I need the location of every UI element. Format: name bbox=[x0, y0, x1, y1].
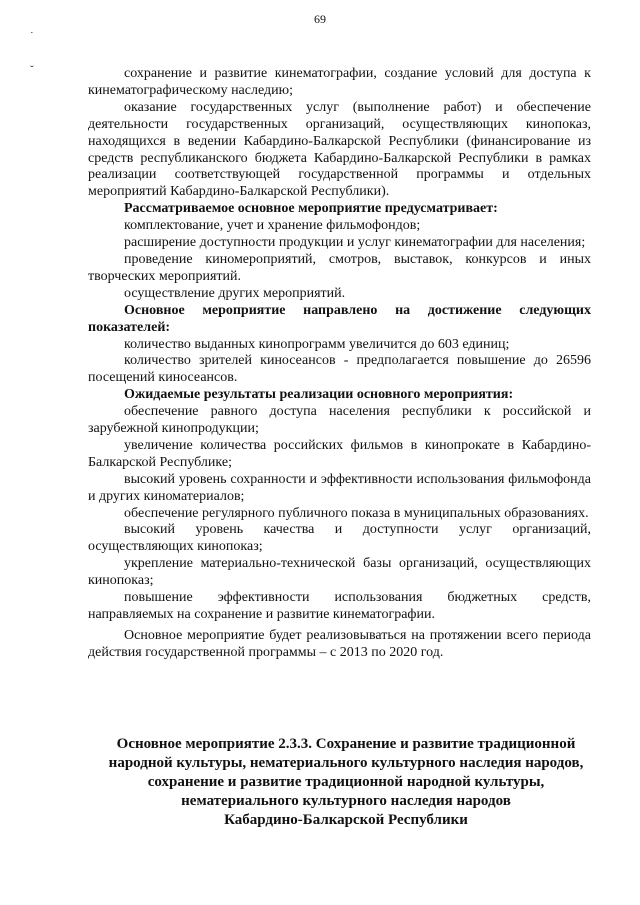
paragraph: сохранение и развитие кинематографии, создание условий для доступа к кинематографическому наследию; bbox=[88, 66, 591, 98]
list-item: обеспечение равного доступа населения республики к российской и зарубежной кинопродукции; bbox=[88, 404, 591, 437]
margin-mark: ˙ bbox=[30, 30, 34, 42]
list-item: повышение эффективности использования бюджетных средств, направляемых на сохранение и развитие кинематографии. bbox=[88, 590, 591, 622]
page-number: 69 bbox=[314, 12, 326, 26]
margin-mark: ˇ bbox=[30, 64, 34, 76]
subheading: Ожидаемые результаты реализации основного мероприятия: bbox=[124, 387, 514, 403]
list-item: высокий уровень сохранности и эффективности использования фильмофонда и других киноматериалов; bbox=[88, 471, 591, 504]
list-item: количество выданных кинопрограмм увеличится до 603 единиц; bbox=[124, 336, 510, 352]
body-text bbox=[88, 66, 591, 662]
paragraph: Основное мероприятие будет реализовываться на протяжении всего периода действия государственной программы – с 2013 по 2020 год. bbox=[88, 627, 591, 660]
section-heading-line: Основное мероприятие 2.3.3. Сохранение и развитие традиционной bbox=[116, 736, 576, 752]
list-item: увеличение количества российских фильмов в кинопрокате в Кабардино-Балкарской Республике; bbox=[88, 437, 591, 470]
section-heading bbox=[86, 735, 606, 830]
list-item: расширение доступности продукции и услуг кинематографии для населения; bbox=[124, 235, 586, 251]
section-heading-line: нематериального культурного наследия народов bbox=[181, 793, 511, 809]
list-item: количество зрителей киносеансов - предполагается повышение до 26596 посещений киносеансов. bbox=[88, 353, 591, 386]
list-item: высокий уровень качества и доступности услуг организаций, осуществляющих кинопоказ; bbox=[88, 522, 591, 555]
list-item: комплектование, учет и хранение фильмофондов; bbox=[124, 218, 421, 234]
paragraph: оказание государственных услуг (выполнение работ) и обеспечение деятельности государственных организаций, осуществляющих кинопоказ, находящихся в ведении Кабардино-Балкарской Республики (финансирование из средств республиканского бюджета Кабардино-Балкарской Республики в рамках реализации соответствующей государственной программы и отдельных мероприятий Кабардино-Балкарской Республики). bbox=[88, 99, 591, 200]
subheading: Рассматриваемое основное мероприятие предусматривает: bbox=[124, 201, 498, 217]
section-heading-line: народной культуры, нематериального культурного наследия народов, bbox=[108, 755, 584, 771]
list-item: осуществление других мероприятий. bbox=[124, 285, 346, 301]
section-heading-line: Кабардино-Балкарской Республики bbox=[224, 812, 468, 828]
subheading: Основное мероприятие направлено на достижение следующих показателей: bbox=[88, 302, 591, 335]
section-heading-line: сохранение и развитие традиционной народной культуры, bbox=[147, 774, 545, 790]
list-item: укрепление материально-технической базы организаций, осуществляющих кинопоказ; bbox=[88, 556, 591, 589]
list-item: проведение киномероприятий, смотров, выставок, конкурсов и иных творческих мероприятий. bbox=[88, 251, 591, 284]
list-item: обеспечение регулярного публичного показа в муниципальных образованиях. bbox=[124, 505, 589, 521]
